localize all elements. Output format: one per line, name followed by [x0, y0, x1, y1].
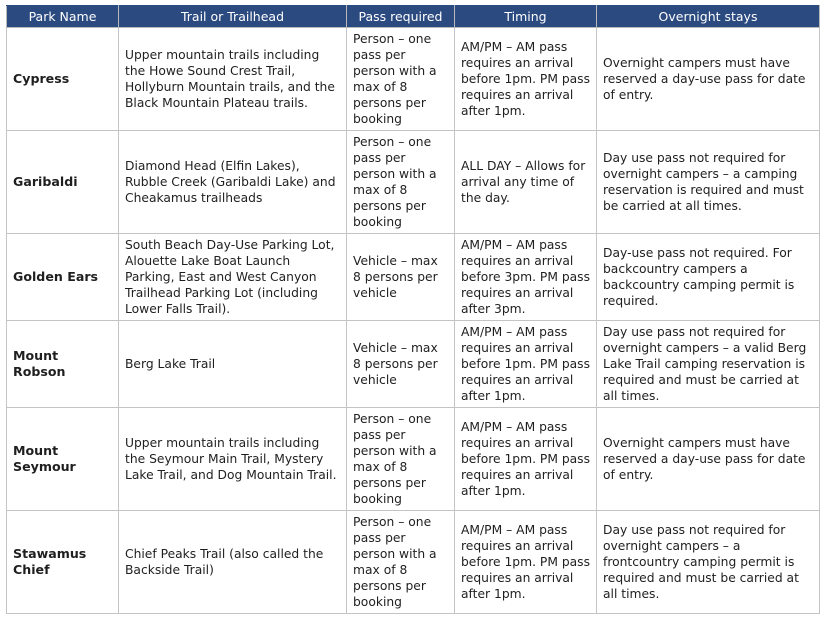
park-name-cell: Golden Ears — [7, 234, 119, 321]
header-pass-required: Pass required — [347, 6, 455, 28]
park-name-cell: Stawamus Chief — [7, 511, 119, 614]
timing-cell: AM/PM – AM pass requires an arrival before 3pm. PM pass requires an arrival after 3pm. — [455, 234, 597, 321]
trail-cell: Chief Peaks Trail (also called the Backside Trail) — [119, 511, 347, 614]
park-name-cell: Garibaldi — [7, 131, 119, 234]
pass-required-cell: Vehicle – max 8 persons per vehicle — [347, 321, 455, 408]
header-park-name: Park Name — [7, 6, 119, 28]
trail-cell: Upper mountain trails including the Seymour Main Trail, Mystery Lake Trail, and Dog Mountain Trail. — [119, 408, 347, 511]
table-row — [7, 234, 820, 321]
trail-cell: Diamond Head (Elfin Lakes), Rubble Creek (Garibaldi Lake) and Cheakamus trailheads — [119, 131, 347, 234]
table-header-row — [7, 6, 820, 28]
park-name-cell: Mount Robson — [7, 321, 119, 408]
table-row — [7, 131, 820, 234]
overnight-cell: Overnight campers must have reserved a day-use pass for date of entry. — [597, 28, 820, 131]
pass-required-cell: Person – one pass per person with a max of 8 persons per booking — [347, 511, 455, 614]
table-row — [7, 511, 820, 614]
pass-required-cell: Person – one pass per person with a max of 8 persons per booking — [347, 28, 455, 131]
trail-cell: Upper mountain trails including the Howe Sound Crest Trail, Hollyburn Mountain trails, and the Black Mountain Plateau trails. — [119, 28, 347, 131]
pass-required-cell: Person – one pass per person with a max of 8 persons per booking — [347, 131, 455, 234]
timing-cell: AM/PM – AM pass requires an arrival before 1pm. PM pass requires an arrival after 1pm. — [455, 511, 597, 614]
header-timing: Timing — [455, 6, 597, 28]
park-pass-table — [6, 5, 820, 614]
table-row — [7, 408, 820, 511]
overnight-cell: Day use pass not required for overnight campers – a valid Berg Lake Trail camping reservation is required and must be carried at all times. — [597, 321, 820, 408]
overnight-cell: Day use pass not required for overnight campers – a frontcountry camping permit is required and must be carried at all times. — [597, 511, 820, 614]
timing-cell: AM/PM – AM pass requires an arrival before 1pm. PM pass requires an arrival after 1pm. — [455, 408, 597, 511]
header-overnight-stays: Overnight stays — [597, 6, 820, 28]
timing-cell: ALL DAY – Allows for arrival any time of the day. — [455, 131, 597, 234]
park-name-cell: Mount Seymour — [7, 408, 119, 511]
trail-cell: Berg Lake Trail — [119, 321, 347, 408]
table-row — [7, 28, 820, 131]
park-pass-table-container — [6, 5, 820, 614]
overnight-cell: Day-use pass not required. For backcountry campers a backcountry camping permit is required. — [597, 234, 820, 321]
timing-cell: AM/PM – AM pass requires an arrival before 1pm. PM pass requires an arrival after 1pm. — [455, 28, 597, 131]
trail-cell: South Beach Day-Use Parking Lot, Alouette Lake Boat Launch Parking, East and West Canyon Trailhead Parking Lot (including Lower Falls Trail). — [119, 234, 347, 321]
overnight-cell: Overnight campers must have reserved a day-use pass for date of entry. — [597, 408, 820, 511]
table-row — [7, 321, 820, 408]
pass-required-cell: Person – one pass per person with a max of 8 persons per booking — [347, 408, 455, 511]
overnight-cell: Day use pass not required for overnight campers – a camping reservation is required and must be carried at all times. — [597, 131, 820, 234]
pass-required-cell: Vehicle – max 8 persons per vehicle — [347, 234, 455, 321]
timing-cell: AM/PM – AM pass requires an arrival before 1pm. PM pass requires an arrival after 1pm. — [455, 321, 597, 408]
park-name-cell: Cypress — [7, 28, 119, 131]
header-trail: Trail or Trailhead — [119, 6, 347, 28]
